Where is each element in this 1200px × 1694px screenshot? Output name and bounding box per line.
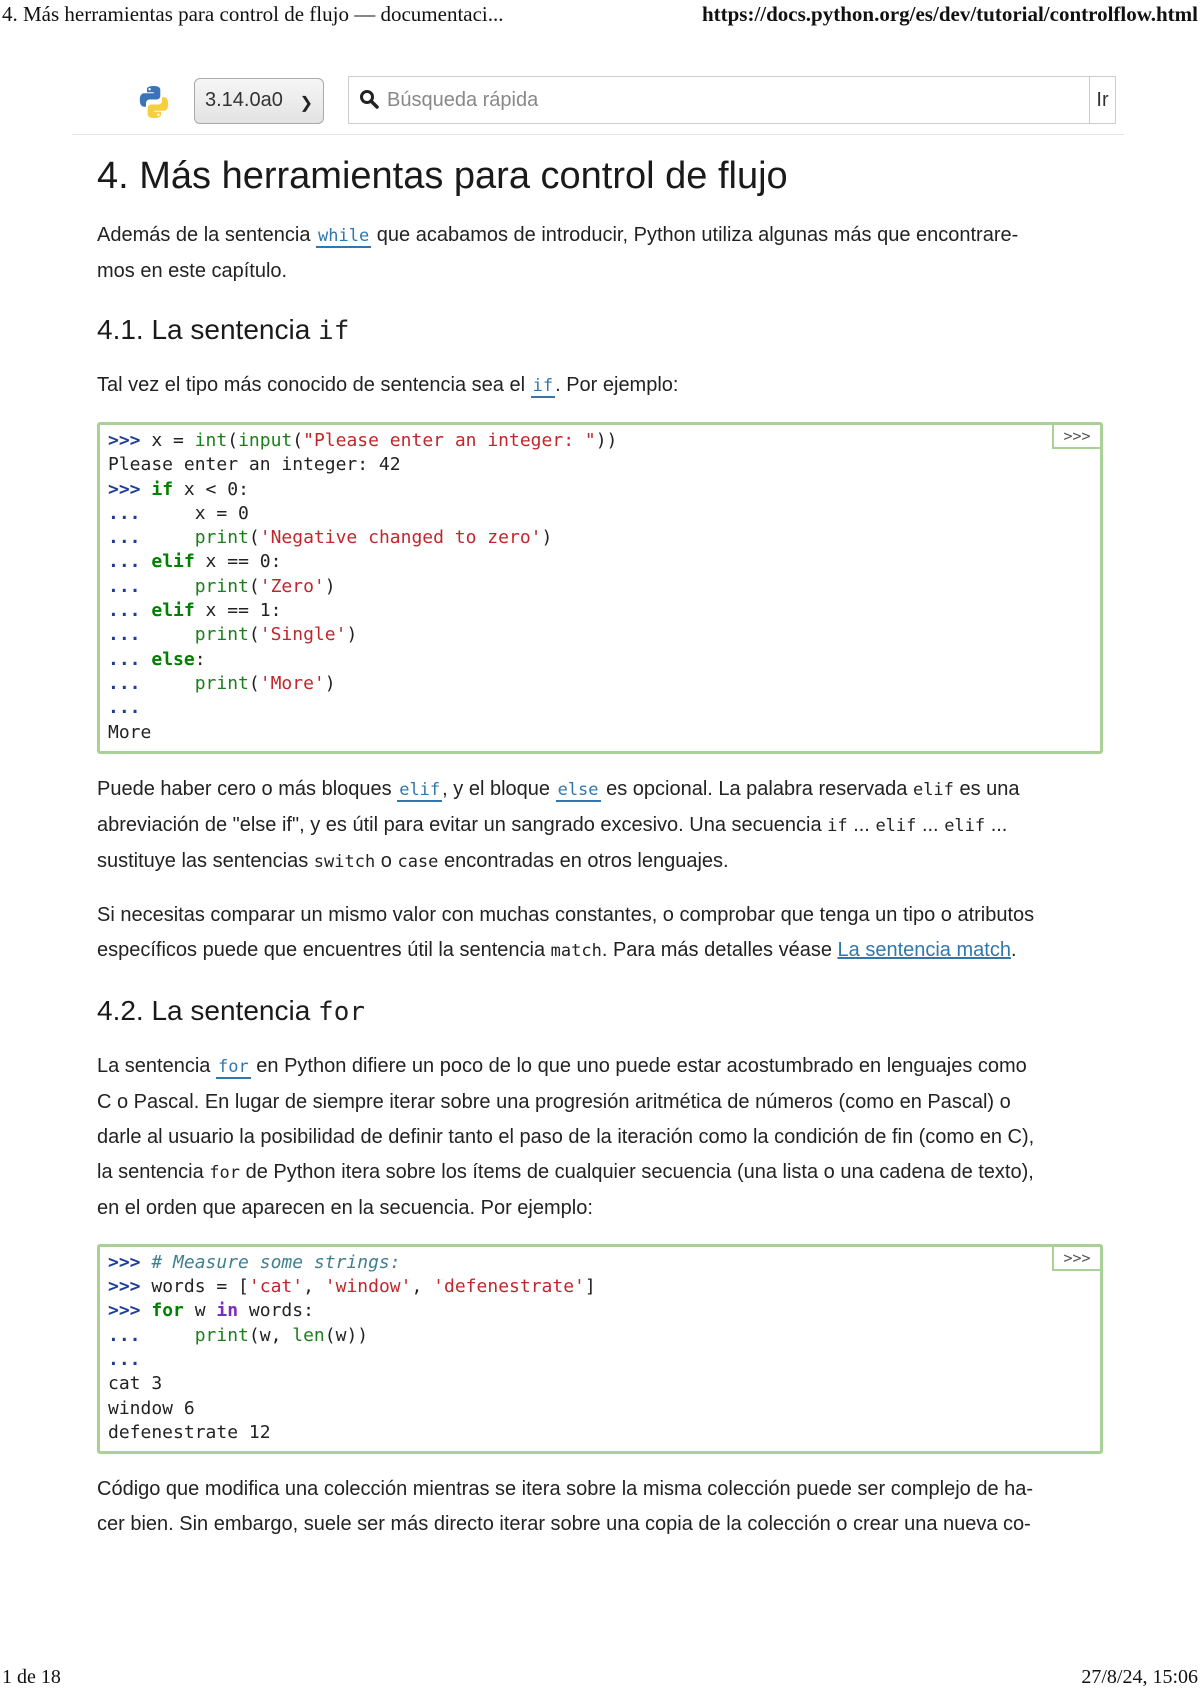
search-go-button[interactable]: Ir: [1089, 76, 1116, 124]
link-if[interactable]: if: [532, 376, 554, 396]
version-value: 3.14.0a0: [205, 89, 283, 111]
for-paragraph: La sentencia for en Python difiere un poco de lo que uno puede estar acostumbrado en lenguajes como C o Pascal. En lugar de siempre iterar sobre una progresión aritmética de números (como en Pascal) o darle al usuario la posibilidad de definir tanto el paso de la iteración como la condición de fin (como en C), la sentencia for de Python itera sobre los ítems de cualquier secuencia (una lista o una cadena de texto), en el orden que aparecen en la secuencia. Por ejemplo:: [97, 1054, 1035, 1219]
python-logo-icon[interactable]: [136, 84, 172, 120]
search-icon: [359, 89, 379, 109]
link-for[interactable]: for: [217, 1056, 249, 1077]
link-elif[interactable]: elif: [399, 779, 441, 800]
code-for: >>> # Measure some strings: >>> words = ['cat', 'window', 'defenestrate'] >>> for w in words: ... print(w, len(w)) ... cat 3 window 6 defenestrate 12: [108, 1251, 596, 1443]
copy-button[interactable]: >>>: [1052, 1247, 1100, 1271]
print-datetime: 27/8/24, 15:06: [1081, 1666, 1198, 1688]
if-intro-paragraph: Tal vez el tipo más conocido de sentencia sea el if . Por ejemplo:: [97, 374, 679, 396]
chevron-down-icon: ❯: [299, 95, 313, 112]
print-footer: [0, 1664, 1200, 1694]
link-else[interactable]: else: [557, 779, 599, 800]
section-heading-if: 4.1. La sentencia if: [97, 314, 350, 346]
match-paragraph: Si necesitas comparar un mismo valor con muchas constantes, o comprobar que tenga un tipo o atributos específicos puede que encuentres útil la sentencia match. Para más detalles véase La sentencia match.: [97, 903, 1035, 961]
print-page-url: https://docs.python.org/es/dev/tutorial/controlflow.html: [701, 2, 1198, 26]
elif-paragraph: Puede haber cero o más bloques elif , y el bloque else es opcional. La palabra reservada elif es una abreviación de "else if", y es útil para evitar un sangrado excesivo. Una secuencia if ... elif ... elif ... sustituye las sentencias switch o case encontradas en otros lenguajes.: [97, 777, 1020, 872]
top-bar: [72, 76, 1124, 135]
copy-button[interactable]: >>>: [1052, 425, 1100, 449]
version-select[interactable]: [194, 78, 324, 124]
code-block-for: [97, 1244, 1103, 1454]
page-title: 4. Más herramientas para control de flujo: [97, 155, 788, 197]
intro-paragraph: Además de la sentencia while que acabamos de introducir, Python utiliza algunas más que encontrare- mos en este capítulo.: [97, 224, 1019, 282]
quick-search-input[interactable]: [348, 76, 1090, 124]
print-header: [0, 0, 1200, 36]
code-block-if: [97, 422, 1103, 754]
link-match-statement[interactable]: La sentencia match: [837, 938, 1011, 961]
print-page-title: 4. Más herramientas para control de flujo — documentaci...: [2, 2, 504, 26]
modify-collection-paragraph: Código que modifica una colección mientras se itera sobre la misma colección puede ser complejo de ha- cer bien. Sin embargo, suele ser más directo iterar sobre una copia de la colección o crear una nueva co-: [97, 1478, 1034, 1536]
main-content: [97, 140, 1103, 1542]
code-if: >>> x = int(input("Please enter an integer: ")) Please enter an integer: 42 >>> if x < 0: ... x = 0 ... print('Negative changed to zero') ... elif x == 0: ... print('Zero') ... elif x == 1: ... print('Single') ... else: ... print('More') ... More: [108, 430, 618, 743]
section-heading-for: 4.2. La sentencia for: [97, 994, 366, 1027]
search-placeholder: Búsqueda rápida: [387, 89, 539, 111]
link-while[interactable]: while: [318, 226, 370, 246]
page-number: 1 de 18: [2, 1666, 61, 1688]
